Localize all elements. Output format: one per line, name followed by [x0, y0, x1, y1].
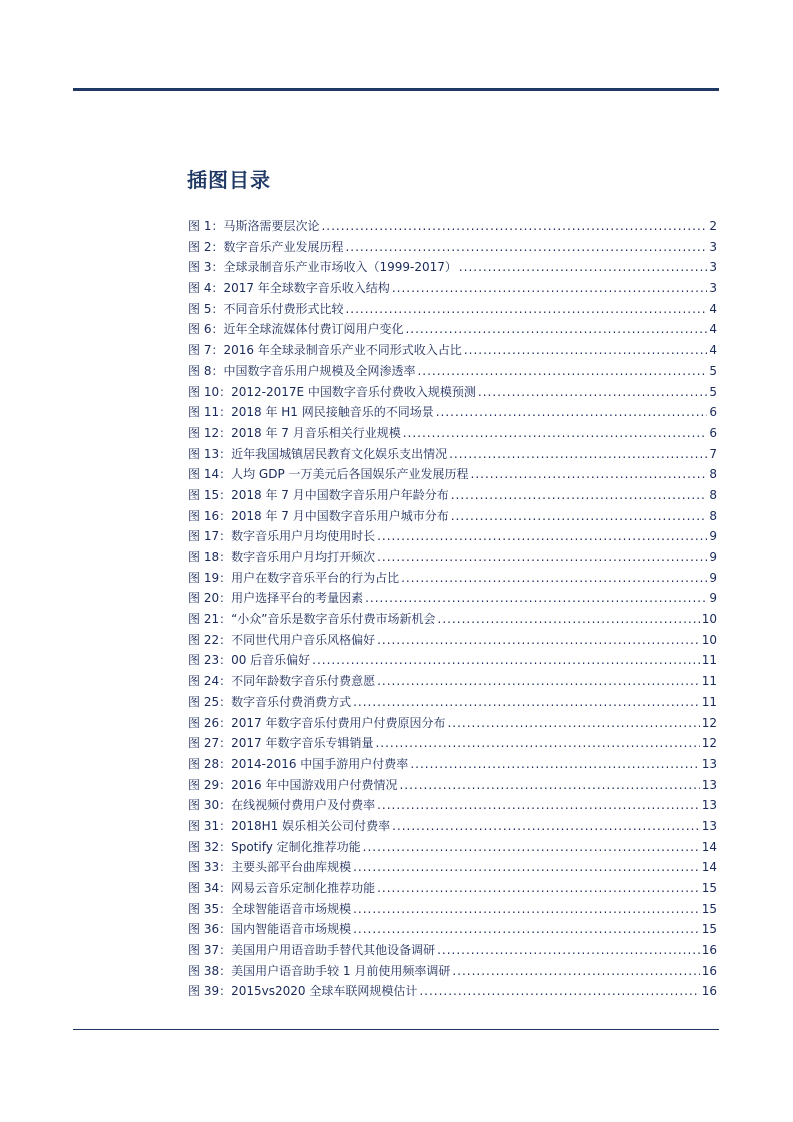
toc-entry-label: 图 18：数字音乐用户月均打开频次 [188, 550, 376, 564]
toc-entry-page: 15 [701, 881, 717, 895]
toc-entry[interactable] [188, 899, 717, 920]
toc-entry[interactable] [188, 216, 717, 237]
toc-entry-label: 图 28：2014-2016 中国手游用户付费率 [188, 756, 409, 771]
toc-leader-dots [478, 382, 707, 403]
toc-entry-page: 14 [701, 860, 717, 875]
toc-entry[interactable] [188, 981, 717, 1002]
toc-entry-page: 5 [709, 384, 717, 399]
toc-entry-label: 图 3：全球录制音乐产业市场收入（1999-2017） [188, 260, 457, 275]
toc-entry[interactable] [188, 609, 717, 630]
toc-entry-page: 11 [701, 694, 717, 709]
footer-rule [73, 1029, 719, 1030]
toc-leader-dots [447, 713, 699, 734]
toc-leader-dots [438, 609, 700, 630]
toc-leader-dots [375, 733, 699, 754]
toc-leader-dots [451, 506, 708, 527]
toc-entry[interactable] [188, 775, 717, 796]
toc-entry[interactable] [188, 878, 717, 899]
toc-entry[interactable] [188, 319, 717, 340]
header-rule [73, 88, 719, 91]
toc-entry-label: 图 15：2018 年 7 月中国数字音乐用户年龄分布 [188, 487, 449, 502]
toc-entry-page: 6 [709, 405, 717, 420]
toc-leader-dots [377, 671, 700, 692]
toc-leader-dots [377, 547, 707, 568]
toc-leader-dots [377, 878, 700, 899]
toc-entry-label: 图 25：数字音乐付费消费方式 [188, 694, 352, 709]
toc-entry-label: 图 24：不同年龄数字音乐付费意愿 [188, 674, 376, 689]
toc-entry[interactable] [188, 423, 717, 444]
page-title: 插图目录 [187, 168, 271, 192]
toc-leader-dots [353, 919, 700, 940]
toc-entry-page: 9 [709, 529, 717, 544]
toc-entry-label: 图 6：近年全球流媒体付费订阅用户变化 [188, 322, 404, 337]
toc-leader-dots [436, 402, 708, 423]
toc-leader-dots [353, 857, 700, 878]
toc-entry-label: 图 36：国内智能语音市场规模 [188, 922, 352, 937]
toc-entry[interactable] [188, 857, 717, 878]
toc-entry-page: 13 [701, 798, 717, 813]
toc-leader-dots [392, 278, 708, 299]
toc-entry[interactable] [188, 568, 717, 589]
toc-entry[interactable] [188, 464, 717, 485]
toc-entry-page: 12 [701, 715, 717, 730]
toc-entry-page: 9 [709, 591, 717, 606]
toc-entry[interactable] [188, 630, 717, 651]
toc-leader-dots [399, 775, 699, 796]
toc-entry[interactable] [188, 919, 717, 940]
toc-entry-label: 图 35：全球智能语音市场规模 [188, 901, 352, 916]
toc-entry-page: 15 [701, 922, 717, 937]
toc-entry-page: 7 [709, 446, 717, 461]
toc-entry-page: 6 [709, 425, 717, 440]
toc-leader-dots [437, 940, 700, 961]
toc-entry[interactable] [188, 361, 717, 382]
toc-entry-label: 图 20：用户选择平台的考量因素 [188, 591, 364, 606]
toc-entry-label: 图 21：“小众”音乐是数字音乐付费市场新机会 [188, 612, 436, 627]
toc-leader-dots [353, 899, 700, 920]
toc-entry-page: 10 [701, 612, 717, 627]
toc-entry[interactable] [188, 485, 717, 506]
toc-entry[interactable] [188, 340, 717, 361]
toc-leader-dots [419, 981, 699, 1002]
toc-entry-page: 13 [701, 818, 717, 833]
figure-list [188, 216, 717, 1002]
toc-entry-label: 图 32：Spotify 定制化推荐功能 [188, 839, 361, 854]
toc-leader-dots [365, 588, 707, 609]
toc-leader-dots [363, 837, 700, 858]
toc-leader-dots [401, 568, 707, 589]
toc-entry-page: 2 [709, 219, 717, 233]
toc-entry-label: 图 10：2012-2017E 中国数字音乐付费收入规模预测 [188, 384, 476, 399]
toc-entry[interactable] [188, 754, 717, 775]
toc-entry[interactable] [188, 940, 717, 961]
toc-entry[interactable] [188, 257, 717, 278]
toc-entry-page: 11 [701, 674, 717, 689]
toc-leader-dots [321, 216, 707, 237]
toc-entry-page: 9 [709, 570, 717, 585]
toc-entry-page: 16 [701, 943, 717, 958]
toc-entry[interactable] [188, 278, 717, 299]
toc-entry-page: 3 [709, 281, 717, 296]
toc-entry-label: 图 38：美国用户语音助手较 1 月前使用频率调研 [188, 963, 451, 978]
toc-leader-dots [377, 630, 700, 651]
toc-entry[interactable] [188, 671, 717, 692]
toc-entry-page: 9 [709, 550, 717, 564]
toc-leader-dots [417, 361, 707, 382]
toc-entry-label: 图 23：00 后音乐偏好 [188, 653, 311, 668]
toc-entry-label: 图 30：在线视频付费用户及付费率 [188, 798, 376, 813]
toc-leader-dots [392, 816, 700, 837]
toc-leader-dots [403, 423, 708, 444]
toc-entry[interactable] [188, 402, 717, 423]
toc-leader-dots [353, 692, 700, 713]
toc-entry-label: 图 7：2016 年全球录制音乐产业不同形式收入占比 [188, 343, 462, 358]
toc-entry-page: 3 [709, 260, 717, 275]
toc-entry[interactable] [188, 547, 717, 568]
toc-entry-label: 图 13：近年我国城镇居民教育文化娱乐支出情况 [188, 446, 448, 461]
toc-leader-dots [471, 464, 708, 485]
toc-entry-label: 图 33：主要头部平台曲库规模 [188, 860, 352, 875]
toc-entry[interactable] [188, 733, 717, 754]
toc-entry[interactable] [188, 382, 717, 403]
toc-entry-page: 12 [701, 736, 717, 751]
toc-leader-dots [451, 485, 708, 506]
toc-entry-label: 图 17：数字音乐用户月均使用时长 [188, 529, 376, 544]
toc-entry-label: 图 16：2018 年 7 月中国数字音乐用户城市分布 [188, 508, 449, 523]
toc-entry-page: 10 [701, 632, 717, 647]
toc-entry-page: 13 [701, 756, 717, 771]
toc-entry[interactable] [188, 588, 717, 609]
toc-entry-page: 8 [709, 467, 717, 482]
toc-leader-dots [345, 299, 707, 320]
toc-leader-dots [452, 961, 699, 982]
toc-entry-page: 5 [709, 363, 717, 378]
toc-entry[interactable] [188, 650, 717, 671]
toc-entry-label: 图 11：2018 年 H1 网民接触音乐的不同场景 [188, 405, 434, 420]
toc-entry-page: 14 [701, 839, 717, 854]
toc-entry[interactable] [188, 506, 717, 527]
toc-entry-label: 图 39：2015vs2020 全球车联网规模估计 [188, 984, 418, 999]
toc-entry[interactable] [188, 713, 717, 734]
toc-entry-label: 图 5：不同音乐付费形式比较 [188, 301, 344, 316]
toc-leader-dots [464, 340, 708, 361]
toc-leader-dots [312, 650, 700, 671]
toc-entry-page: 4 [709, 301, 717, 316]
toc-entry-label: 图 37：美国用户用语音助手替代其他设备调研 [188, 943, 436, 958]
toc-entry-label: 图 14：人均 GDP 一万美元后各国娱乐产业发展历程 [188, 467, 469, 482]
toc-entry[interactable] [188, 837, 717, 858]
toc-entry-page: 15 [701, 901, 717, 916]
toc-leader-dots [410, 754, 699, 775]
toc-entry[interactable] [188, 526, 717, 547]
toc-leader-dots [377, 526, 707, 547]
toc-entry-page: 16 [701, 984, 717, 999]
toc-entry-label: 图 34：网易云音乐定制化推荐功能 [188, 881, 376, 895]
toc-leader-dots [459, 257, 708, 278]
toc-entry-label: 图 12：2018 年 7 月音乐相关行业规模 [188, 425, 401, 440]
toc-entry-label: 图 26：2017 年数字音乐付费用户付费原因分布 [188, 715, 446, 730]
toc-entry[interactable] [188, 961, 717, 982]
toc-entry-page: 4 [709, 322, 717, 337]
toc-entry-label: 图 8：中国数字音乐用户规模及全网渗透率 [188, 363, 416, 378]
toc-entry-label: 图 27：2017 年数字音乐专辑销量 [188, 736, 374, 751]
toc-entry-label: 图 2：数字音乐产业发展历程 [188, 239, 344, 254]
toc-entry[interactable] [188, 299, 717, 320]
toc-leader-dots [405, 319, 707, 340]
toc-entry-label: 图 1：马斯洛需要层次论 [188, 219, 320, 233]
toc-entry[interactable] [188, 444, 717, 465]
toc-entry-page: 13 [701, 777, 717, 792]
toc-entry-label: 图 19：用户在数字音乐平台的行为占比 [188, 570, 400, 585]
toc-entry-label: 图 31：2018H1 娱乐相关公司付费率 [188, 818, 391, 833]
toc-entry-page: 8 [709, 508, 717, 523]
toc-entry-page: 8 [709, 487, 717, 502]
toc-entry[interactable] [188, 237, 717, 258]
toc-entry-label: 图 29：2016 年中国游戏用户付费情况 [188, 777, 398, 792]
toc-entry-label: 图 4：2017 年全球数字音乐收入结构 [188, 281, 390, 296]
toc-leader-dots [449, 444, 707, 465]
toc-entry-page: 3 [709, 239, 717, 254]
toc-entry-page: 16 [701, 963, 717, 978]
toc-leader-dots [377, 795, 700, 816]
toc-entry-page: 4 [709, 343, 717, 358]
toc-entry[interactable] [188, 795, 717, 816]
toc-entry-label: 图 22：不同世代用户音乐风格偏好 [188, 632, 376, 647]
toc-entry-page: 11 [701, 653, 717, 668]
toc-entry[interactable] [188, 816, 717, 837]
toc-leader-dots [345, 237, 707, 258]
toc-entry[interactable] [188, 692, 717, 713]
